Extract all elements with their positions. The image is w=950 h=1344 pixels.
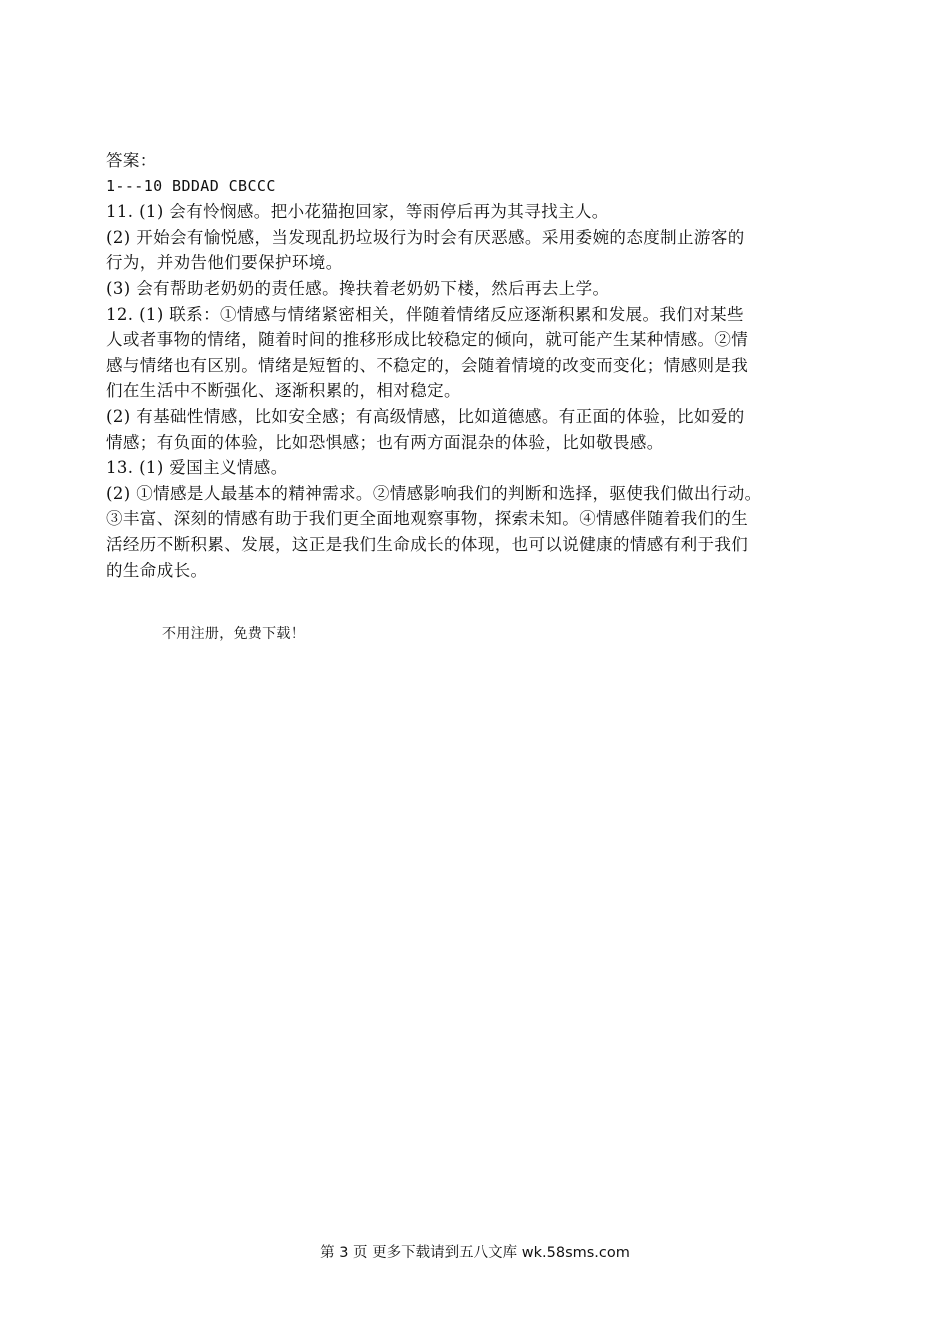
- answer-line: 感与情绪也有区别。情绪是短暂的、不稳定的，会随着情境的改变而变化；情感则是我: [106, 355, 749, 375]
- answer-line: 13. (1) 爱国主义情感。: [106, 458, 288, 478]
- answer-line: (2) 有基础性情感，比如安全感；有高级情感，比如道德感。有正面的体验，比如爱的: [106, 406, 745, 426]
- answer-line: (2) ①情感是人最基本的精神需求。②情感影响我们的判断和选择，驱使我们做出行动。: [106, 483, 762, 503]
- answer-line: 12. (1) 联系：①情感与情绪紧密相关，伴随着情绪反应逐渐积累和发展。我们对某些: [106, 304, 744, 324]
- answer-line: 11. (1) 会有怜悯感。把小花猫抱回家，等雨停后再为其寻找主人。: [106, 202, 609, 222]
- free-download-note: 不用注册，免费下载！: [162, 626, 305, 642]
- answer-line: ③丰富、深刻的情感有助于我们更全面地观察事物，探索未知。④情感伴随着我们的生: [106, 509, 749, 529]
- answer-line: (2) 开始会有愉悦感，当发现乱扔垃圾行为时会有厌恶感。采用委婉的态度制止游客的: [106, 227, 745, 247]
- answer-section: [106, 148, 866, 583]
- answer-line: 情感；有负面的体验，比如恐惧感；也有两方面混杂的体验，比如敬畏感。: [106, 432, 664, 452]
- answer-line: 活经历不断积累、发展，这正是我们生命成长的体现，也可以说健康的情感有利于我们: [106, 534, 749, 554]
- answer-line: 人或者事物的情绪，随着时间的推移形成比较稳定的倾向，就可能产生某种情感。②情: [106, 330, 749, 350]
- answer-line: 们在生活中不断强化、逐渐积累的，相对稳定。: [106, 381, 461, 401]
- answer-line-choices: 1---10 BDDAD CBCCC: [106, 176, 276, 195]
- answer-line: 行为，并劝告他们要保护环境。: [106, 253, 343, 273]
- answer-heading: 答案：: [106, 151, 157, 170]
- answer-line: 的生命成长。: [106, 560, 208, 580]
- page-footer: 第 3 页 更多下载请到五八文库 wk.58sms.com: [320, 1245, 630, 1261]
- answer-line: (3) 会有帮助老奶奶的责任感。搀扶着老奶奶下楼，然后再去上学。: [106, 278, 610, 298]
